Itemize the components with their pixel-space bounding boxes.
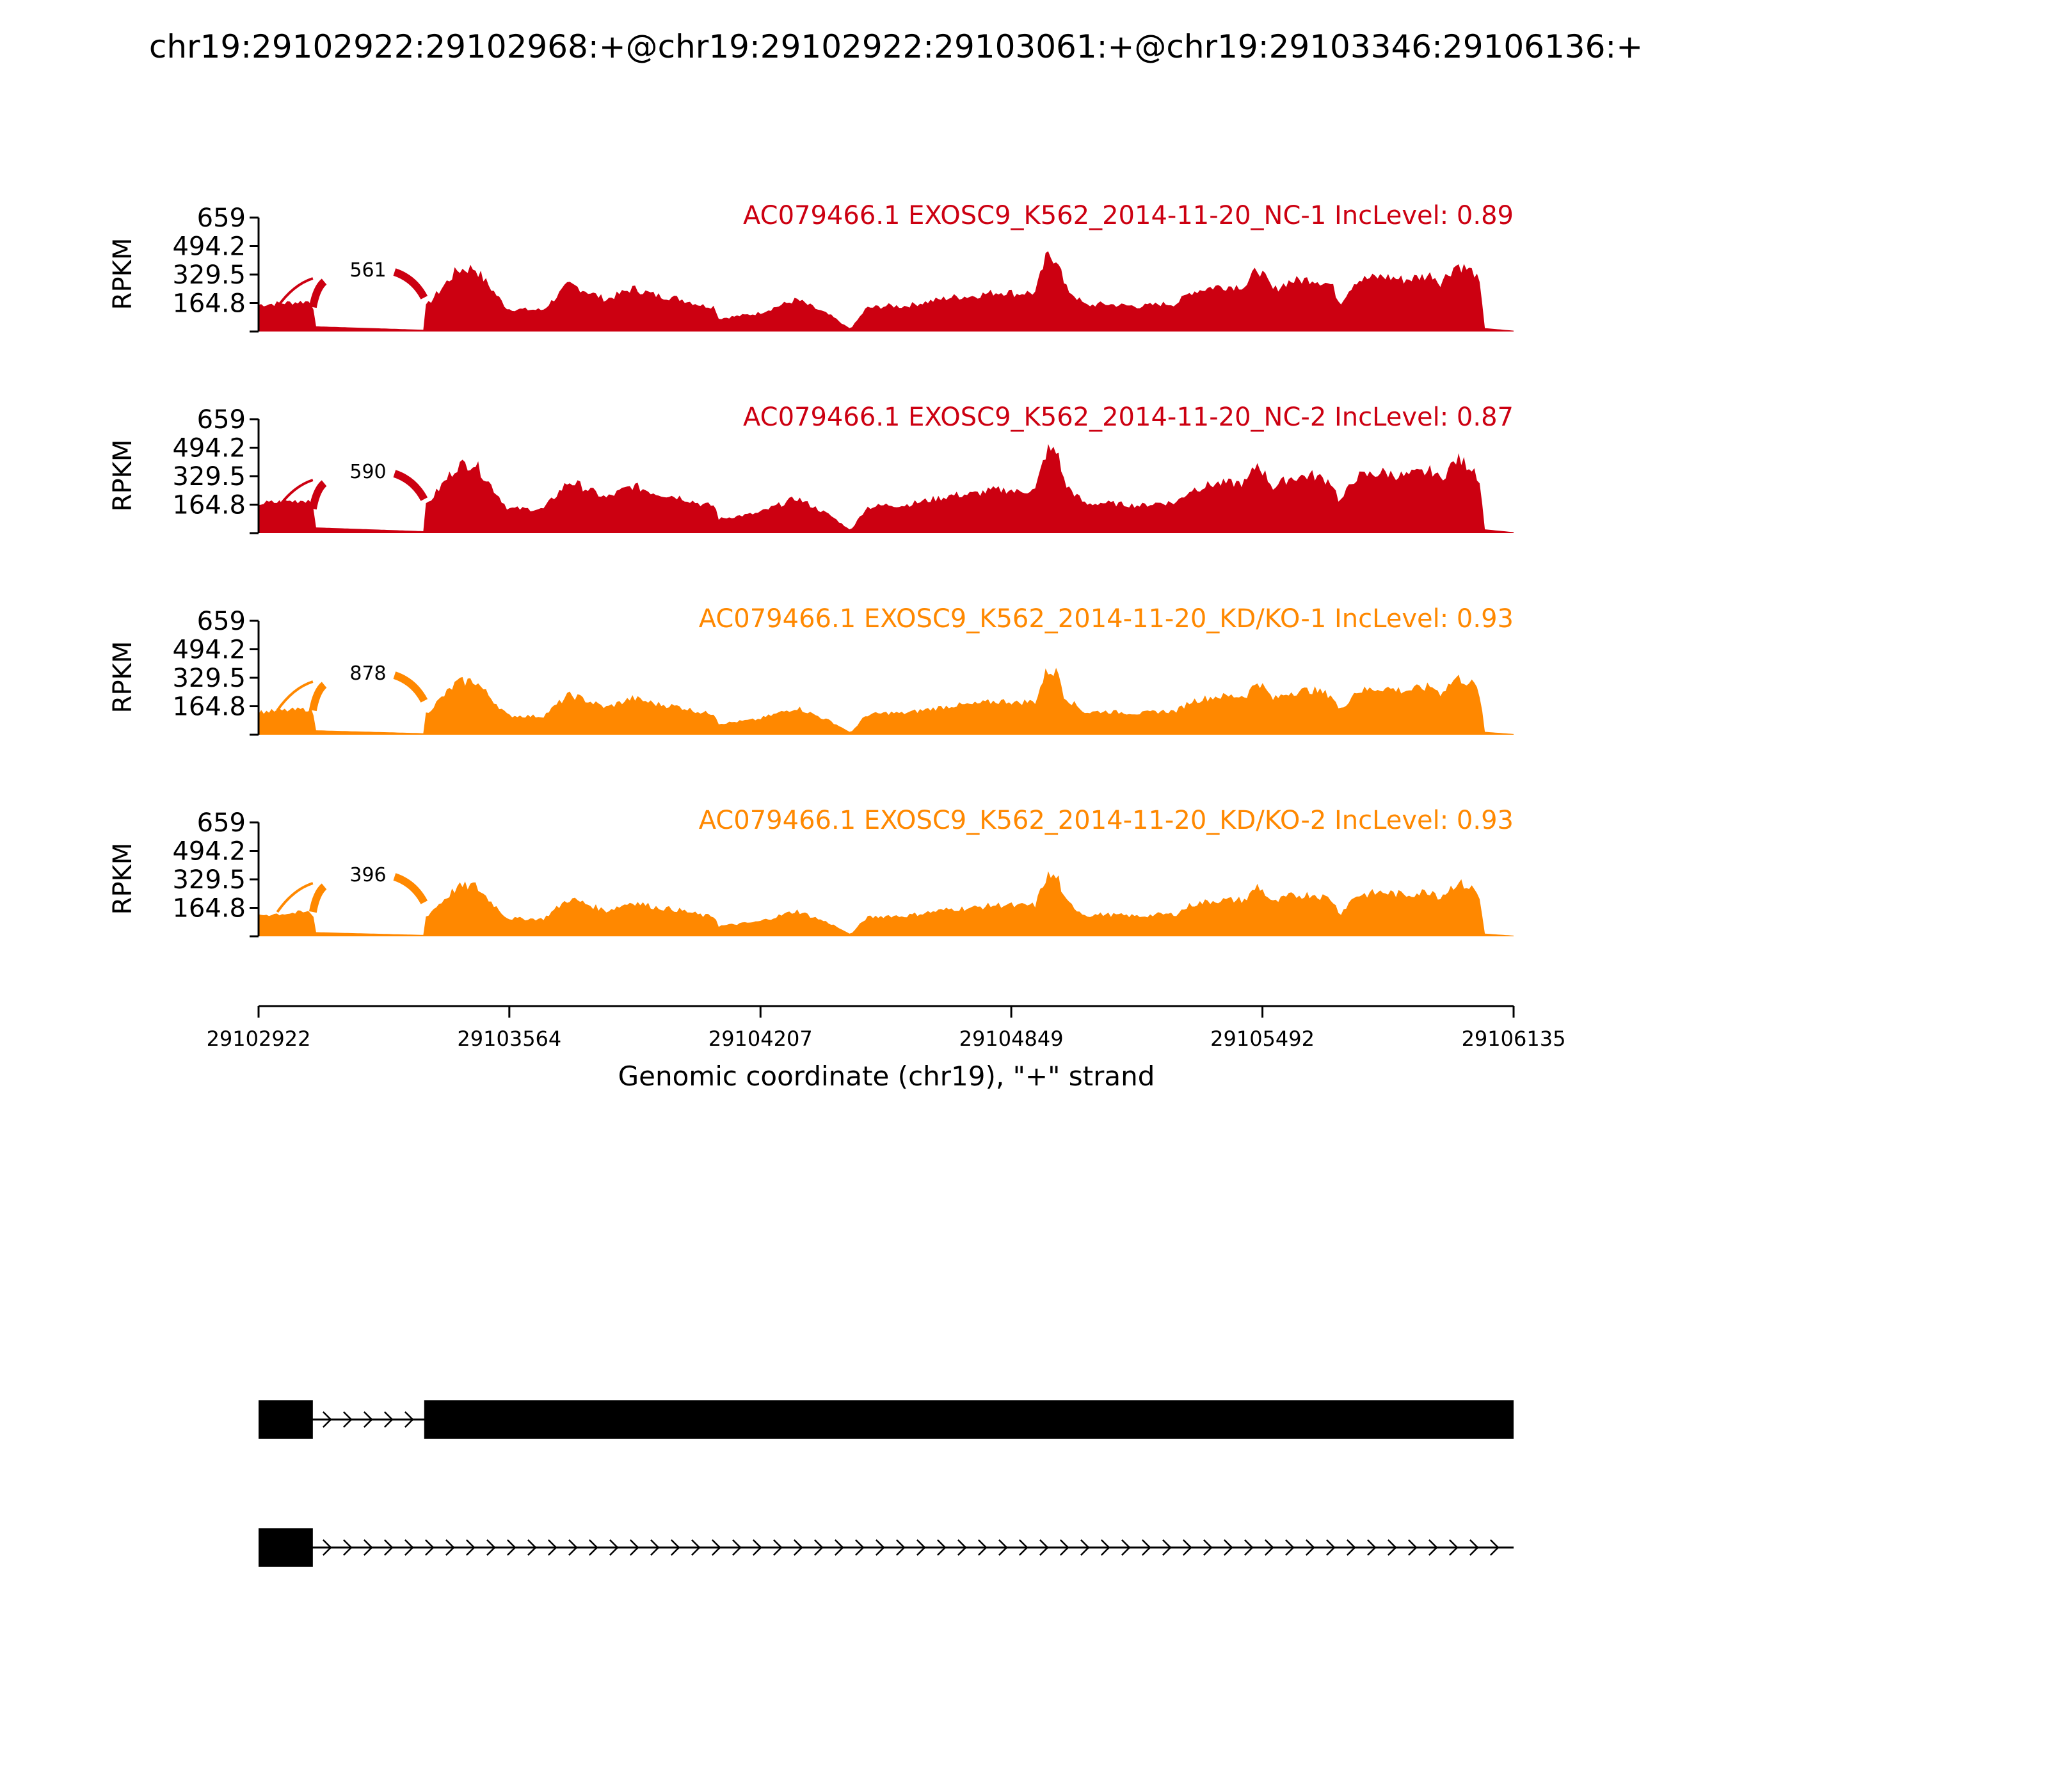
exon-block [259,1400,313,1439]
y-tick-label: 329.5 [172,260,246,290]
y-tick-label: 659 [196,607,246,636]
junction-arc [277,883,313,912]
x-tick-label: 29106135 [1461,1027,1566,1051]
y-tick-label: 164.8 [172,289,246,319]
coverage-tracks [108,201,1514,936]
y-tick-label: 164.8 [172,893,246,924]
y-tick-label: 329.5 [172,865,246,895]
y-tick-label: 659 [196,808,246,838]
sample-label: AC079466.1 EXOSC9_K562_2014-11-20_NC-1 IncLevel: 0.89 [742,201,1514,230]
y-tick-label: 164.8 [172,692,246,722]
y-tick-label: 494.2 [172,232,246,262]
junction-arc [277,682,313,710]
coverage-track [108,806,1514,936]
junction-count-label: 590 [349,461,387,483]
sample-label: AC079466.1 EXOSC9_K562_2014-11-20_KD/KO-1 IncLevel: 0.93 [698,604,1514,634]
junction-count-label: 396 [349,864,387,886]
isoform-model [259,1528,1514,1567]
y-tick-label: 494.2 [172,635,246,665]
coverage-area [259,668,1514,735]
coverage-area [259,252,1514,332]
y-tick-label: 329.5 [172,664,246,693]
y-tick-label: 494.2 [172,836,246,867]
junction-arc [394,272,424,298]
sample-label: AC079466.1 EXOSC9_K562_2014-11-20_KD/KO-2 IncLevel: 0.93 [698,806,1514,835]
junction-count-label: 878 [349,662,387,685]
junction-arc [394,877,424,902]
junction-arc [313,685,324,710]
junction-count-label: 561 [349,259,387,282]
y-axis-label: RPKM [108,641,138,714]
junction-arc [313,282,324,307]
junction-arc [313,483,324,509]
y-axis-label: RPKM [108,842,138,915]
sample-label: AC079466.1 EXOSC9_K562_2014-11-20_NC-2 IncLevel: 0.87 [742,403,1514,432]
coverage-area [259,444,1514,533]
y-tick-label: 659 [196,204,246,233]
coverage-track [108,403,1514,533]
junction-arc [394,474,424,499]
chart-title: chr19:29102922:29102968:+@chr19:29102922:29103061:+@chr19:29103346:29106136:+ [148,28,1644,65]
coverage-area [259,871,1514,936]
isoform-model [259,1400,1514,1439]
y-axis-label: RPKM [108,439,138,512]
y-axis-label: RPKM [108,237,138,310]
x-tick-label: 29102922 [206,1027,311,1051]
x-tick-label: 29104849 [959,1027,1064,1051]
y-tick-label: 659 [196,405,246,435]
x-tick-label: 29104207 [708,1027,813,1051]
junction-arc [394,675,424,701]
junction-arc [313,886,324,912]
coverage-track [108,604,1514,735]
x-tick-label: 29103564 [457,1027,562,1051]
exon-block [259,1528,313,1567]
y-tick-label: 164.8 [172,490,246,520]
x-axis-label: Genomic coordinate (chr19), "+" strand [618,1060,1155,1092]
exon-block [424,1400,1514,1439]
genomic-x-axis [207,1006,1566,1051]
isoform-models [259,1400,1514,1567]
y-tick-label: 494.2 [172,433,246,463]
x-tick-label: 29105492 [1210,1027,1315,1051]
coverage-track [108,201,1514,332]
y-tick-label: 329.5 [172,462,246,492]
